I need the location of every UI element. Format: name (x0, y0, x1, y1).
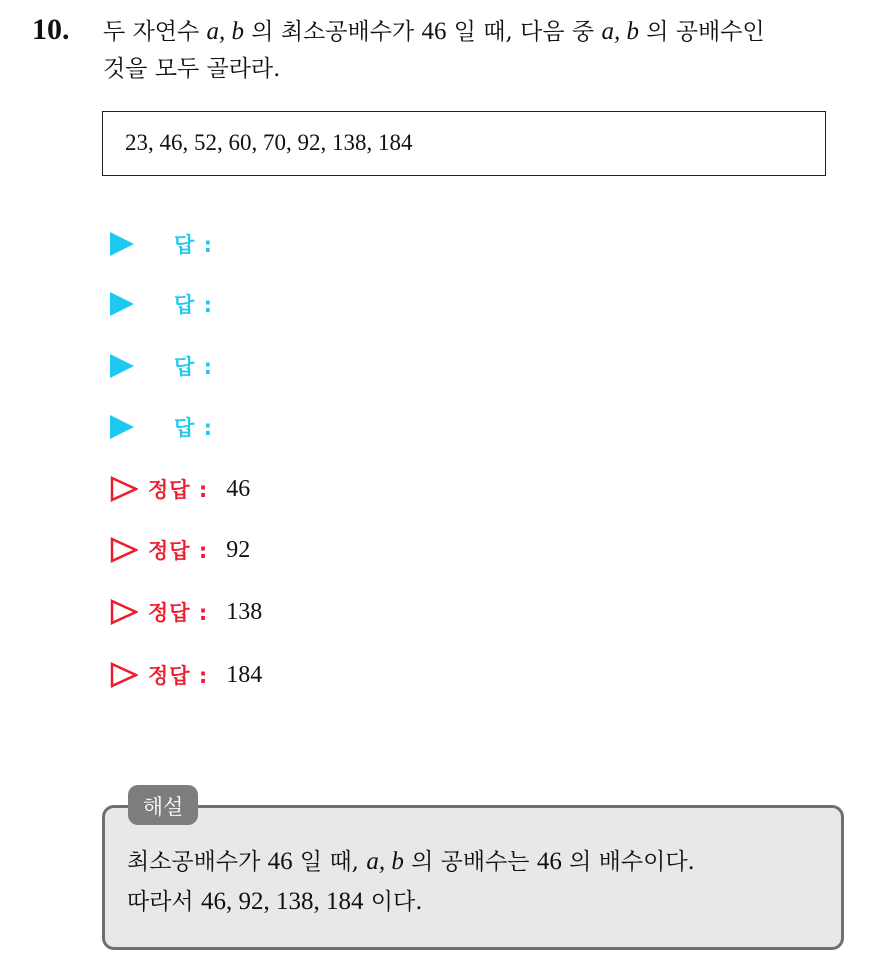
correct-answer-row (110, 597, 262, 627)
explanation-line-2: 따라서 46, 92, 138, 184 이다. (127, 888, 423, 915)
given-numbers-box (102, 111, 826, 176)
question-line-2: 것을 모두 골라라. (103, 56, 281, 82)
answer-slot[interactable] (110, 351, 213, 381)
variables-ab: a, b (601, 18, 639, 45)
answer-label: 답 : (174, 355, 213, 379)
correct-answer-row (110, 660, 262, 690)
correct-answer-row (110, 474, 250, 504)
explanation-line-1: 최소공배수가 46 일 때, a, b 의 공배수는 46 의 배수이다. (127, 848, 695, 875)
explanation-box (102, 805, 844, 950)
correct-answer-value: 92 (226, 536, 251, 563)
explanation-tab-label: 해설 (142, 795, 184, 819)
outline-arrow-icon (110, 599, 138, 625)
play-arrow-icon (110, 292, 134, 316)
question-line-1: 두 자연수 a, b 의 최소공배수가 46 일 때, 다음 중 a, b 의 공배수인 (103, 18, 765, 45)
outline-arrow-icon (110, 662, 138, 688)
outline-arrow-icon (110, 537, 138, 563)
correct-answer-value: 184 (226, 661, 263, 688)
play-arrow-icon (110, 415, 134, 439)
answer-label: 답 : (174, 416, 213, 440)
question-number: 10. (32, 13, 70, 46)
correct-answer-value: 138 (226, 598, 263, 625)
question-text (103, 13, 873, 88)
correct-answer-label: 정답 : (148, 601, 209, 625)
answer-slot[interactable] (110, 229, 213, 259)
answer-label: 답 : (174, 233, 213, 257)
explanation-text (127, 842, 695, 922)
answer-slot[interactable] (110, 289, 213, 319)
play-arrow-icon (110, 354, 134, 378)
answer-slot[interactable] (110, 412, 213, 442)
answer-label: 답 : (174, 293, 213, 317)
lcm-value: 46 (421, 18, 447, 45)
variables-ab: a, b (206, 18, 244, 45)
correct-answer-label: 정답 : (148, 478, 209, 502)
correct-answer-label: 정답 : (148, 539, 209, 563)
outline-arrow-icon (110, 476, 138, 502)
explanation-tab (128, 785, 198, 825)
play-arrow-icon (110, 232, 134, 256)
correct-answer-value: 46 (226, 475, 251, 502)
correct-answer-row (110, 535, 250, 565)
given-numbers: 23, 46, 52, 60, 70, 92, 138, 184 (125, 130, 413, 155)
correct-answer-label: 정답 : (148, 664, 209, 688)
